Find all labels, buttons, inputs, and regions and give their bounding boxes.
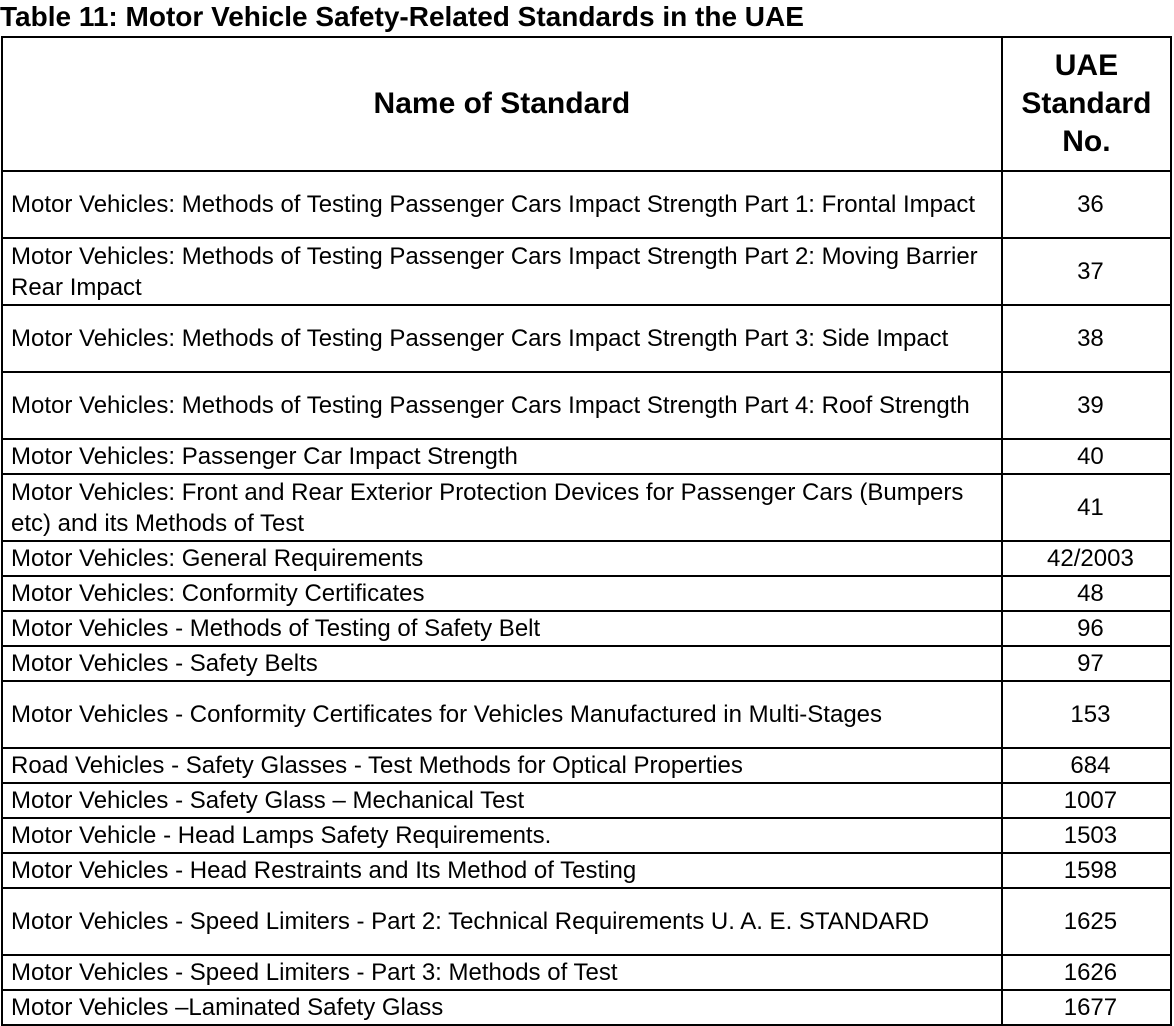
standard-number-cell: 36 <box>1002 171 1171 238</box>
table-row <box>2 783 1171 818</box>
standard-number-cell: 96 <box>1002 611 1171 646</box>
table-row <box>2 853 1171 888</box>
standard-number-cell: 42/2003 <box>1002 541 1171 576</box>
table-title: Table 11: Motor Vehicle Safety-Related Standards in the UAE <box>0 1 804 32</box>
table-row <box>2 541 1171 576</box>
standard-name-cell: Motor Vehicles: Methods of Testing Passenger Cars Impact Strength Part 1: Frontal Impact <box>2 171 1002 238</box>
standard-number-cell: 1625 <box>1002 888 1171 955</box>
standard-number-cell: 153 <box>1002 681 1171 748</box>
standard-name-cell: Motor Vehicle - Head Lamps Safety Requirements. <box>2 818 1002 853</box>
standard-name-cell: Motor Vehicles - Head Restraints and Its Method of Testing <box>2 853 1002 888</box>
standard-name-cell: Motor Vehicles - Conformity Certificates for Vehicles Manufactured in Multi-Stages <box>2 681 1002 748</box>
standard-number-cell: 1007 <box>1002 783 1171 818</box>
standard-name-cell: Motor Vehicles: Front and Rear Exterior Protection Devices for Passenger Cars (Bumpers etc) and its Methods of Test <box>2 474 1002 541</box>
table-row <box>2 372 1171 439</box>
table-row <box>2 818 1171 853</box>
header-no-line: Standard <box>1021 87 1152 120</box>
table-row <box>2 611 1171 646</box>
standard-name-cell: Road Vehicles - Safety Glasses - Test Methods for Optical Properties <box>2 748 1002 783</box>
table-row <box>2 955 1171 990</box>
standard-name-cell: Motor Vehicles - Safety Glass – Mechanical Test <box>2 783 1002 818</box>
header-row <box>2 37 1171 171</box>
standard-number-cell: 1503 <box>1002 818 1171 853</box>
header-no-line: UAE <box>1054 49 1119 82</box>
standard-name-cell: Motor Vehicles: Passenger Car Impact Strength <box>2 439 1002 474</box>
standard-number-cell: 40 <box>1002 439 1171 474</box>
standard-number-cell: 1626 <box>1002 955 1171 990</box>
standard-name-cell: Motor Vehicles - Speed Limiters - Part 3: Methods of Test <box>2 955 1002 990</box>
standard-number-cell: 97 <box>1002 646 1171 681</box>
standard-name-cell: Motor Vehicles –Laminated Safety Glass <box>2 990 1002 1025</box>
standard-number-cell: 1677 <box>1002 990 1171 1025</box>
standard-name-cell: Motor Vehicles - Speed Limiters - Part 2: Technical Requirements U. A. E. STANDARD <box>2 888 1002 955</box>
standard-number-cell: 48 <box>1002 576 1171 611</box>
header-name-of-standard: Name of Standard <box>2 37 1002 171</box>
table-row <box>2 439 1171 474</box>
table-row <box>2 474 1171 541</box>
standards-table <box>1 36 1172 1026</box>
standard-name-cell: Motor Vehicles: Methods of Testing Passenger Cars Impact Strength Part 2: Moving Barrier Rear Impact <box>2 238 1002 305</box>
standard-number-cell: 39 <box>1002 372 1171 439</box>
standard-name-cell: Motor Vehicles - Safety Belts <box>2 646 1002 681</box>
table-row <box>2 305 1171 372</box>
standard-number-cell: 37 <box>1002 238 1171 305</box>
standard-name-cell: Motor Vehicles: Conformity Certificates <box>2 576 1002 611</box>
table-row <box>2 576 1171 611</box>
standard-number-cell: 1598 <box>1002 853 1171 888</box>
standard-number-cell: 41 <box>1002 474 1171 541</box>
table-row <box>2 171 1171 238</box>
table-row <box>2 646 1171 681</box>
standard-name-cell: Motor Vehicles: Methods of Testing Passenger Cars Impact Strength Part 4: Roof Strength <box>2 372 1002 439</box>
table-row <box>2 238 1171 305</box>
table-row <box>2 681 1171 748</box>
standard-number-cell: 684 <box>1002 748 1171 783</box>
header-uae-standard-no <box>1002 37 1171 171</box>
standard-name-cell: Motor Vehicles - Methods of Testing of Safety Belt <box>2 611 1002 646</box>
standard-number-cell: 38 <box>1002 305 1171 372</box>
standard-name-cell: Motor Vehicles: Methods of Testing Passenger Cars Impact Strength Part 3: Side Impact <box>2 305 1002 372</box>
header-no-line: No. <box>1062 125 1111 158</box>
table-row <box>2 888 1171 955</box>
standard-name-cell: Motor Vehicles: General Requirements <box>2 541 1002 576</box>
table-row <box>2 748 1171 783</box>
